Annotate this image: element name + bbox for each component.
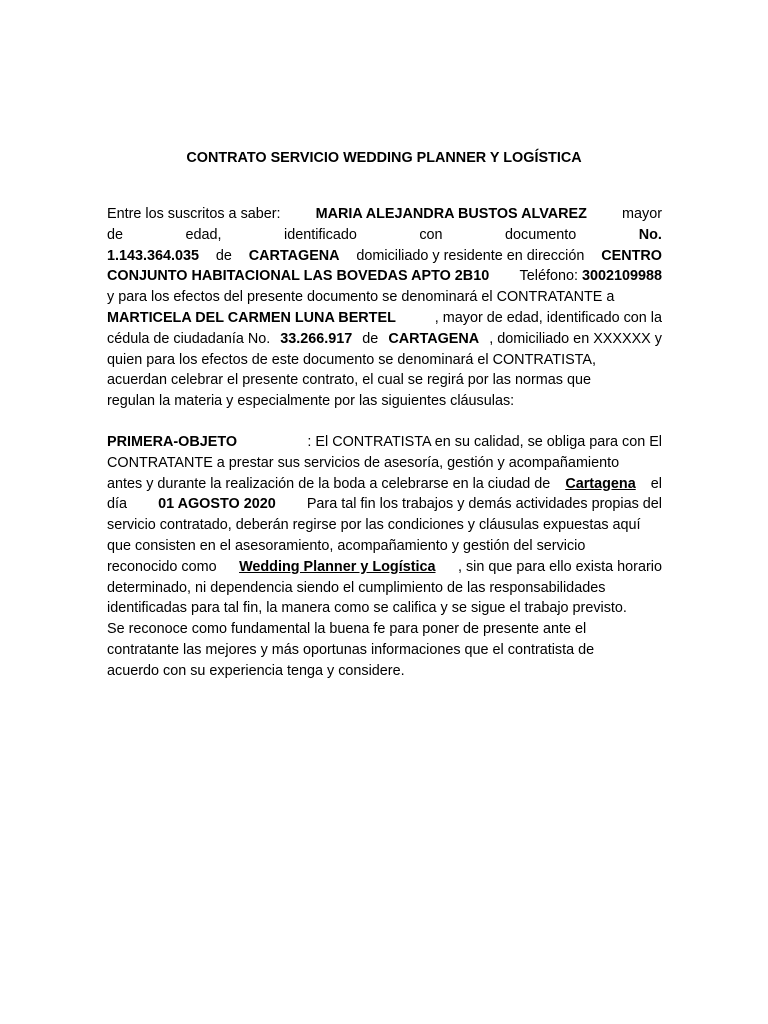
paragraph-line	[107, 246, 662, 267]
phone-number: 3002109988	[581, 268, 662, 285]
paragraph-line	[107, 350, 662, 371]
address-start: CENTRO	[601, 247, 662, 264]
text-run: identificadas para tal fin, la manera como se califica y se sigue el trabajo previsto.	[107, 600, 627, 617]
document-title: CONTRATO SERVICIO WEDDING PLANNER Y LOGÍSTICA	[186, 150, 582, 166]
text-run: determinado, ni dependencia siendo el cumplimiento de las responsabilidades	[107, 579, 606, 596]
document-number-label: No.	[638, 226, 662, 243]
text-run: , mayor de edad, identificado con la	[434, 309, 662, 326]
text-run: antes y durante la realización de la boda a celebrarse en la ciudad de	[107, 475, 551, 492]
text-run: acuerdo con su experiencia tenga y considere.	[107, 662, 405, 679]
paragraph-line	[107, 619, 662, 640]
text-run: quien para los efectos de este documento se denominará el CONTRATISTA,	[107, 351, 596, 368]
text-run: regulan la materia y especialmente por las siguientes cláusulas:	[107, 393, 515, 410]
text-run: cédula de ciudadanía No.	[107, 330, 271, 347]
paragraph-line	[107, 474, 662, 495]
text-run: contratante las mejores y más oportunas informaciones que el contratista de	[107, 641, 595, 658]
paragraph-line	[107, 494, 662, 515]
paragraph-line	[107, 204, 662, 225]
city-name: CARTAGENA	[248, 247, 340, 264]
text-run: edad,	[185, 226, 222, 243]
text-run: día	[107, 496, 128, 513]
text-run: domiciliado y residente en dirección	[356, 247, 585, 264]
paragraph-line	[107, 640, 662, 661]
city-name-2: CARTAGENA	[388, 330, 480, 347]
city-underlined: Cartagena	[565, 475, 636, 492]
text-run: de	[362, 330, 379, 347]
event-date: 01 AGOSTO 2020	[158, 496, 276, 513]
text-run: Se reconoce como fundamental la buena fe para poner de presente ante el	[107, 621, 587, 638]
text-run: Para tal fin los trabajos y demás actividades propias del	[306, 496, 662, 513]
text-run: , sin que para ello exista horario	[457, 558, 662, 575]
text-run: servicio contratado, deberán regirse por las condiciones y cláusulas expuestas aquí	[107, 517, 641, 534]
text-run: mayor	[622, 206, 662, 222]
text-run: , domiciliado en XXXXXX y	[489, 330, 662, 347]
contractor-name-2: MARTICELA DEL CARMEN LUNA BERTEL	[107, 309, 396, 326]
paragraph-line	[107, 661, 662, 682]
paragraph-line	[107, 329, 662, 350]
text-run: : El CONTRATISTA en su calidad, se obliga para con El	[307, 434, 662, 450]
service-name: Wedding Planner y Logística	[239, 558, 436, 575]
paragraph-line	[107, 453, 662, 474]
text-run: que consisten en el asesoramiento, acompañamiento y gestión del servicio	[107, 537, 586, 554]
text-run: de	[107, 226, 124, 243]
text-run: CONTRATANTE a prestar sus servicios de asesoría, gestión y acompañamiento	[107, 454, 620, 471]
text-run: acuerdan celebrar el presente contrato, el cual se regirá por las normas que	[107, 372, 591, 389]
id-number: 33.266.917	[280, 330, 353, 347]
text-run: Entre los suscritos a saber:	[107, 206, 281, 222]
paragraph-line	[107, 266, 662, 287]
paragraph-line	[107, 578, 662, 599]
text-run: y para los efectos del presente documento se denominará el CONTRATANTE a	[107, 289, 615, 306]
address-text: CONJUNTO HABITACIONAL LAS BOVEDAS APTO 2B10	[107, 268, 490, 285]
text-run: reconocido como	[107, 558, 217, 575]
paragraph-line	[107, 370, 662, 391]
paragraph-line	[107, 598, 662, 619]
document-number: 1.143.364.035	[107, 247, 200, 264]
paragraph-line	[107, 225, 662, 246]
paragraph-line	[107, 432, 662, 453]
clause-heading: PRIMERA-OBJETO	[107, 434, 238, 450]
parties-paragraph	[107, 204, 662, 412]
paragraph-line	[107, 557, 662, 578]
text-run: el	[650, 475, 662, 492]
paragraph-line	[107, 308, 662, 329]
contractor-name: MARIA ALEJANDRA BUSTOS ALVAREZ	[315, 206, 587, 222]
paragraph-line	[107, 515, 662, 536]
object-clause-paragraph	[107, 432, 662, 682]
phone-label: Teléfono:	[519, 268, 578, 285]
text-run: identificado	[284, 226, 357, 243]
paragraph-line	[107, 536, 662, 557]
text-run: de	[215, 247, 232, 264]
paragraph-line	[107, 287, 662, 308]
text-run: con	[419, 226, 443, 243]
paragraph-line	[107, 391, 662, 412]
text-run: documento	[505, 226, 577, 243]
